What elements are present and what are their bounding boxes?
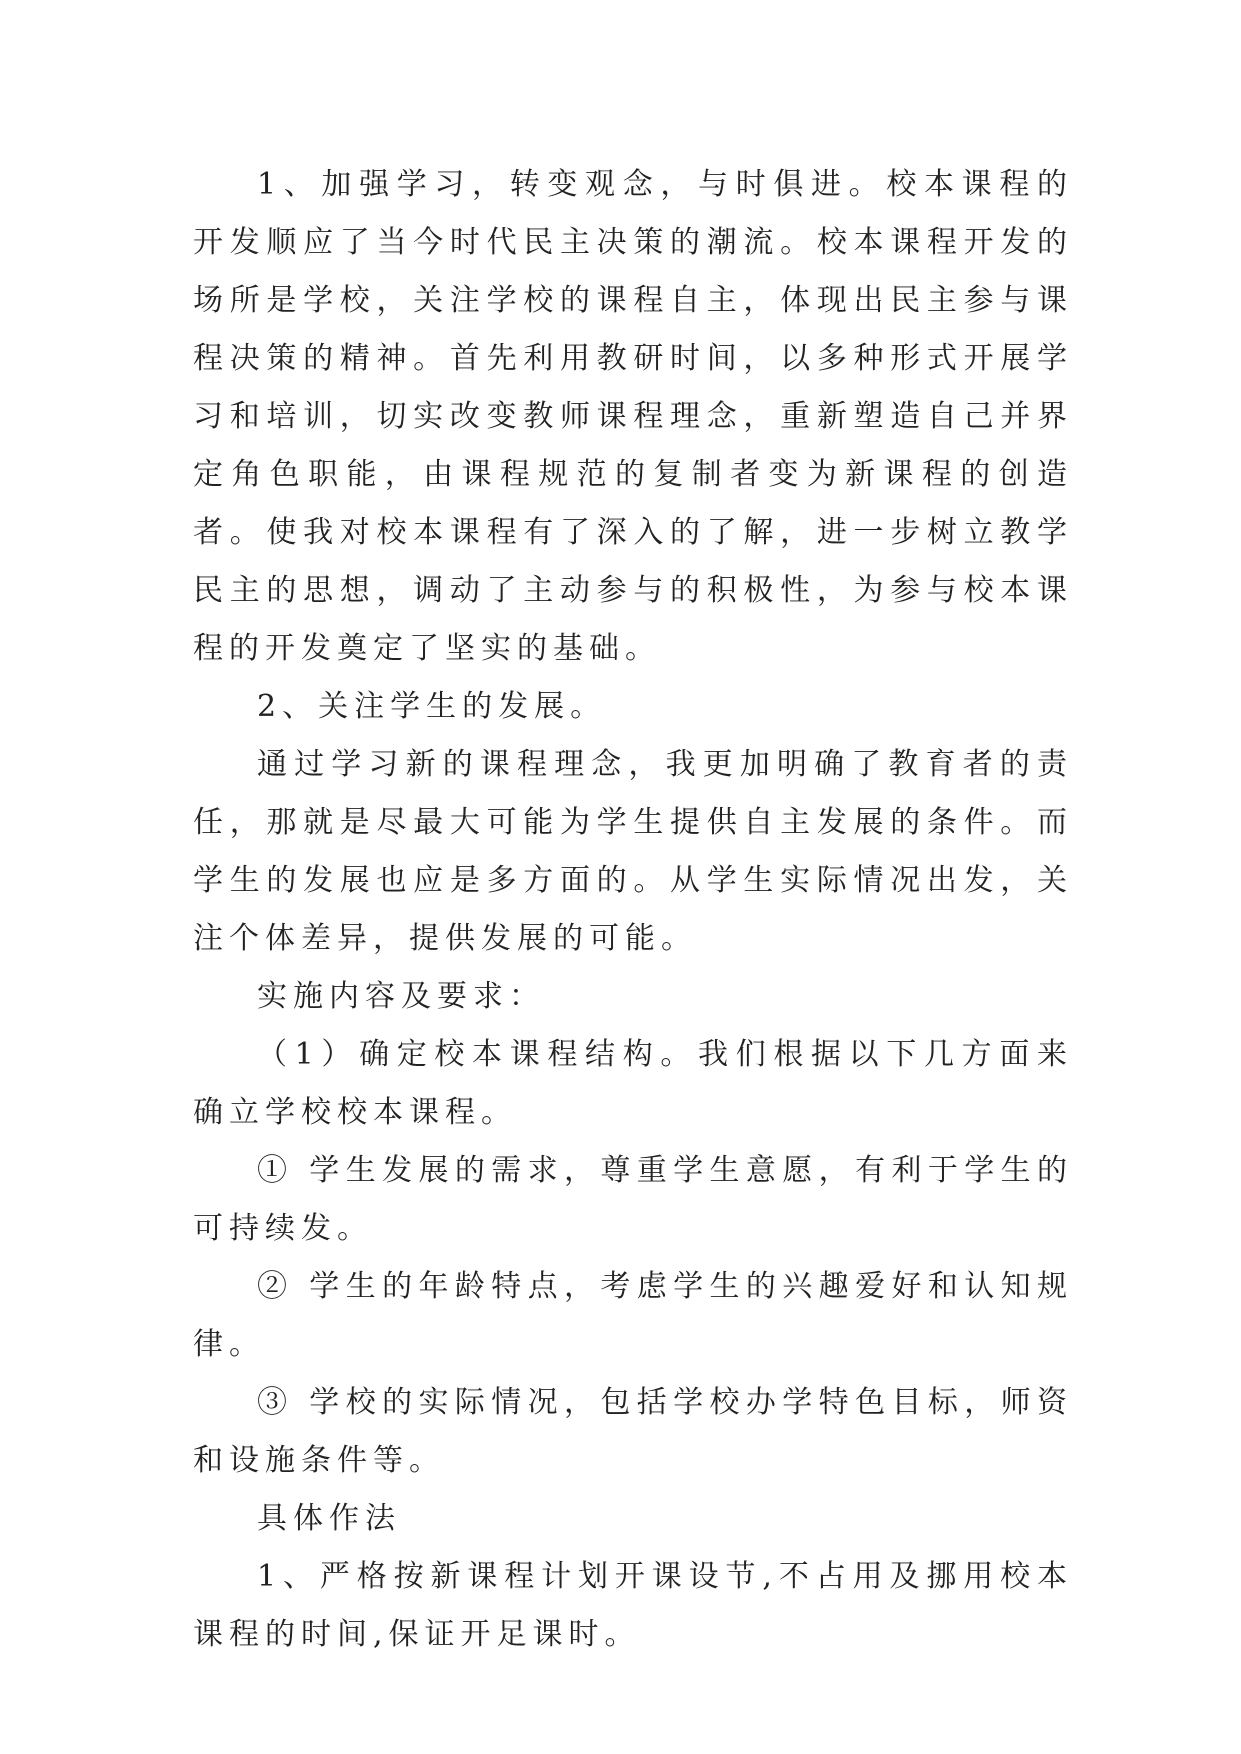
- paragraph-4: 实施内容及要求：: [257, 979, 545, 1014]
- paragraph-7: ② 学生的年龄特点，考虑学生的兴趣爱好和认知规律。: [193, 1269, 1073, 1362]
- paragraph-5: （1）确定校本课程结构。我们根据以下几方面来确立学校校本课程。: [193, 1037, 1073, 1130]
- paragraph-6: ① 学生发展的需求，尊重学生意愿，有利于学生的可持续发。: [193, 1153, 1073, 1246]
- paragraph-2: 2、关注学生的发展。: [257, 689, 607, 724]
- paragraph-10: 1、严格按新课程计划开课设节,不占用及挪用校本课程的时间,保证开足课时。: [193, 1559, 1073, 1652]
- paragraph-9: 具体作法: [257, 1501, 401, 1536]
- document-body: [193, 156, 1073, 1664]
- paragraph-1: 1、加强学习，转变观念，与时俱进。校本课程的开发顺应了当今时代民主决策的潮流。校本课程开发的场所是学校，关注学校的课程自主，体现出民主参与课程决策的精神。首先利用教研时间，以多种形式开展学习和培训，切实改变教师课程理念，重新塑造自己并界定角色职能，由课程规范的复制者变为新课程的创造者。使我对校本课程有了深入的了解，进一步树立教学民主的思想，调动了主动参与的积极性，为参与校本课程的开发奠定了坚实的基础。: [193, 167, 1073, 666]
- paragraph-8: ③ 学校的实际情况，包括学校办学特色目标，师资和设施条件等。: [193, 1385, 1073, 1478]
- paragraph-3: 通过学习新的课程理念，我更加明确了教育者的责任，那就是尽最大可能为学生提供自主发展的条件。而学生的发展也应是多方面的。从学生实际情况出发，关注个体差异，提供发展的可能。: [193, 747, 1073, 956]
